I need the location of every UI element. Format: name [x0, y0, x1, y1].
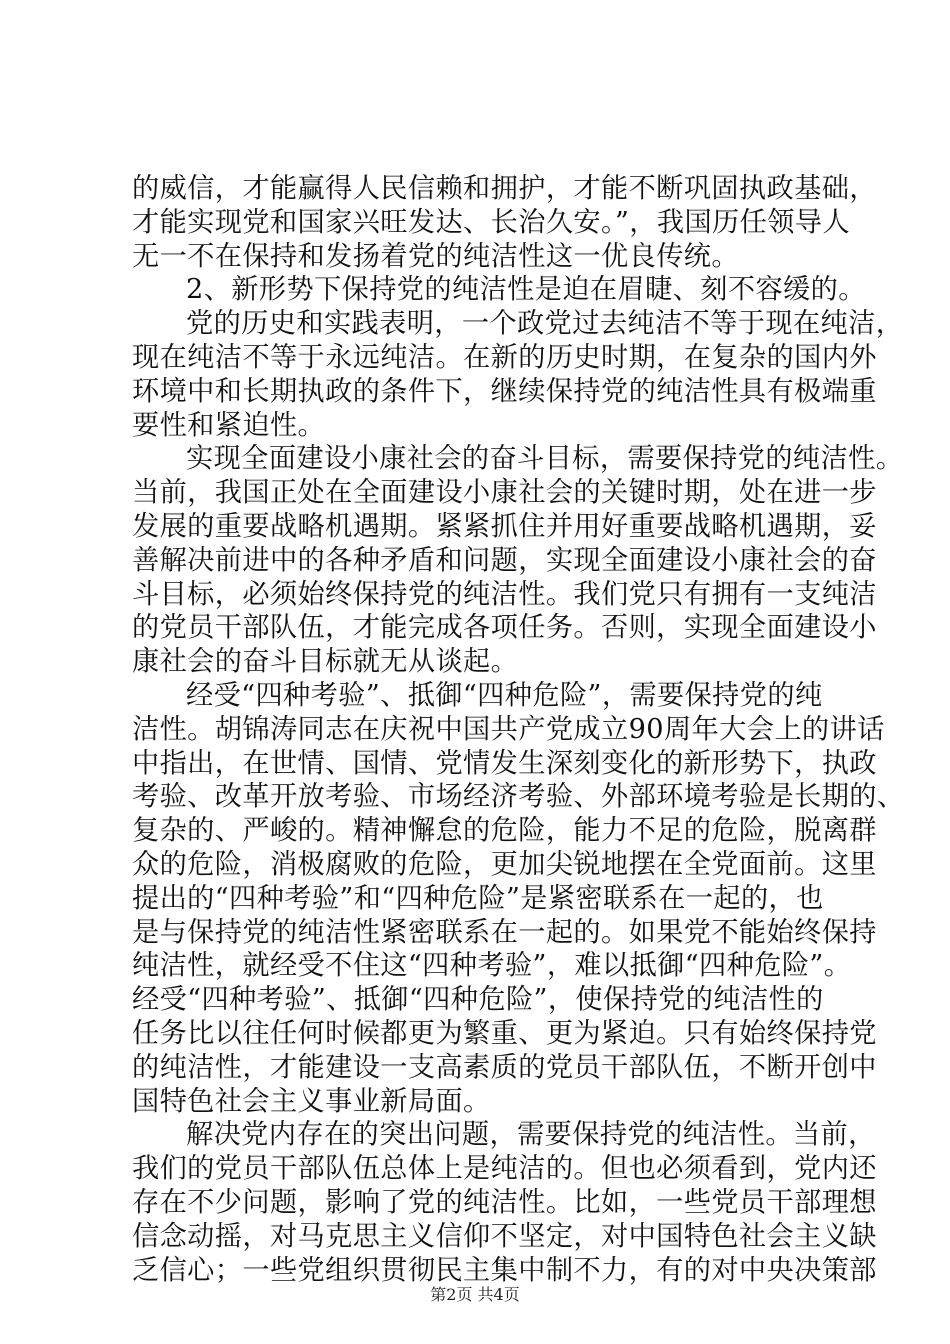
text-line: 发展的重要战略机遇期。紧紧抓住并用好重要战略机遇期，妥	[132, 510, 877, 542]
text-line: 善解决前进中的各种矛盾和问题，实现全面建设小康社会的奋	[132, 544, 877, 576]
text-line: 解决党内存在的突出问题，需要保持党的纯洁性。当前，	[186, 1119, 876, 1151]
text-line: 的党员干部队伍，才能完成各项任务。否则，实现全面建设小	[132, 612, 877, 644]
text-line: 众的危险，消极腐败的危险，更加尖锐地摆在全党面前。这里	[132, 848, 877, 880]
text-line: 的纯洁性，才能建设一支高素质的党员干部队伍，不断开创中	[132, 1051, 877, 1083]
text-line: 我们的党员干部队伍总体上是纯洁的。但也必须看到，党内还	[132, 1153, 877, 1185]
page-footer: 第2页 共4页	[430, 1285, 520, 1304]
text-line: 无一不在保持和发扬着党的纯洁性这一优良传统。	[132, 240, 739, 272]
text-line: 存在不少问题，影响了党的纯洁性。比如，一些党员干部理想	[132, 1186, 877, 1218]
text-line: 是与保持党的纯洁性紧密联系在一起的。如果党不能始终保持	[132, 916, 877, 948]
text-line: 2、新形势下保持党的纯洁性是迫在眉睫、刻不容缓的。	[186, 274, 866, 306]
text-line: 党的历史和实践表明，一个政党过去纯洁不等于现在纯洁，	[186, 308, 904, 340]
text-line: 现在纯洁不等于永远纯洁。在新的历史时期，在复杂的国内外	[132, 341, 877, 373]
text-line: 斗目标，必须始终保持党的纯洁性。我们党只有拥有一支纯洁	[132, 578, 877, 610]
text-line: 的威信，才能赢得人民信赖和拥护，才能不断巩固执政基础，	[132, 173, 877, 204]
text-line: 纯洁性，就经受不住这“四种考验”，难以抵御“四种危险”。	[132, 950, 852, 982]
text-line: 才能实现党和国家兴旺发达、长治久安。”，我国历任领导人	[132, 206, 850, 238]
text-line: 要性和紧迫性。	[132, 409, 326, 441]
text-line: 考验、改革开放考验、市场经济考验、外部环境考验是长期的、	[132, 781, 905, 813]
text-line: 经受“四种考验”、抵御“四种危险”，需要保持党的纯	[186, 679, 823, 711]
text-line: 乏信心；一些党组织贯彻民主集中制不力，有的对中央决策部	[132, 1254, 877, 1286]
text-line: 国特色社会主义事业新局面。	[132, 1085, 491, 1117]
text-line: 当前，我国正处在全面建设小康社会的关键时期，处在进一步	[132, 477, 877, 509]
text-line: 经受“四种考验”、抵御“四种危险”，使保持党的纯洁性的	[132, 984, 824, 1016]
text-line: 提出的“四种考验”和“四种危险”是紧密联系在一起的，也	[132, 882, 824, 914]
text-line: 康社会的奋斗目标就无从谈起。	[132, 646, 519, 678]
text-line: 任务比以往任何时候都更为繁重、更为紧迫。只有始终保持党	[132, 1017, 877, 1049]
text-line: 信念动摇，对马克思主义信仰不坚定，对中国特色社会主义缺	[132, 1220, 877, 1252]
text-line: 中指出，在世情、国情、党情发生深刻变化的新形势下，执政	[132, 747, 877, 779]
document-body	[132, 172, 905, 1287]
text-line: 复杂的、严峻的。精神懈怠的危险，能力不足的危险，脱离群	[132, 815, 877, 847]
text-line: 实现全面建设小康社会的奋斗目标，需要保持党的纯洁性。	[186, 443, 904, 475]
text-line: 环境中和长期执政的条件下，继续保持党的纯洁性具有极端重	[132, 375, 877, 407]
text-line: 洁性。胡锦涛同志在庆祝中国共产党成立90周年大会上的讲话	[132, 713, 885, 745]
